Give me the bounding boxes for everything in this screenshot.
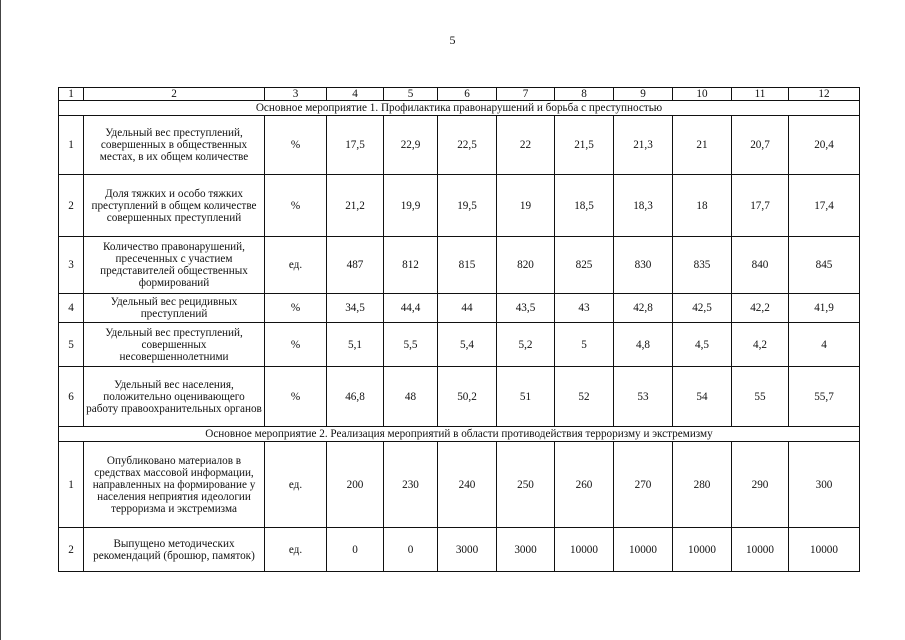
value-cell: 18 [673,175,732,237]
unit-cell: ед. [265,528,327,572]
value-cell: 21,2 [327,175,384,237]
value-cell: 812 [384,237,438,294]
table-row [59,442,860,528]
value-cell: 3000 [438,528,497,572]
value-cell: 44 [438,294,497,323]
section-title: Основное мероприятие 2. Реализация мероприятий в области противодействия терроризму и экстремизму [59,427,860,442]
header-cell: 5 [384,88,438,101]
value-cell: 5,5 [384,323,438,367]
value-cell: 300 [789,442,860,528]
value-cell: 200 [327,442,384,528]
value-cell: 835 [673,237,732,294]
indicator-name: Удельный вес преступлений, совершенных несовершеннолетними [84,323,265,367]
header-cell: 6 [438,88,497,101]
scan-edge-line [0,0,1,640]
table-row [59,237,860,294]
header-cell: 12 [789,88,860,101]
value-cell: 53 [614,367,673,427]
value-cell: 230 [384,442,438,528]
row-number: 1 [59,442,84,528]
value-cell: 270 [614,442,673,528]
value-cell: 44,4 [384,294,438,323]
indicator-name: Опубликовано материалов в средствах массовой информации, направленных на формирование у населения неприятия идеологии терроризма и экстремизма [84,442,265,528]
value-cell: 54 [673,367,732,427]
value-cell: 42,8 [614,294,673,323]
value-cell: 21,5 [555,116,614,175]
value-cell: 10000 [555,528,614,572]
table-row [59,116,860,175]
header-cell: 2 [84,88,265,101]
unit-cell: % [265,323,327,367]
value-cell: 825 [555,237,614,294]
value-cell: 43 [555,294,614,323]
value-cell: 42,5 [673,294,732,323]
row-number: 5 [59,323,84,367]
value-cell: 4,2 [732,323,789,367]
value-cell: 51 [497,367,555,427]
value-cell: 487 [327,237,384,294]
value-cell: 250 [497,442,555,528]
indicator-name: Количество правонарушений, пресеченных с участием представителей общественных формирований [84,237,265,294]
value-cell: 10000 [789,528,860,572]
value-cell: 840 [732,237,789,294]
unit-cell: % [265,367,327,427]
value-cell: 290 [732,442,789,528]
unit-cell: ед. [265,237,327,294]
value-cell: 17,5 [327,116,384,175]
table-row [59,294,860,323]
value-cell: 19 [497,175,555,237]
value-cell: 10000 [732,528,789,572]
section-title: Основное мероприятие 1. Профилактика правонарушений и борьба с преступностью [59,101,860,116]
value-cell: 845 [789,237,860,294]
value-cell: 3000 [497,528,555,572]
row-number: 4 [59,294,84,323]
value-cell: 260 [555,442,614,528]
value-cell: 43,5 [497,294,555,323]
value-cell: 19,5 [438,175,497,237]
value-cell: 19,9 [384,175,438,237]
header-cell: 10 [673,88,732,101]
row-number: 6 [59,367,84,427]
value-cell: 5,1 [327,323,384,367]
header-cell: 11 [732,88,789,101]
value-cell: 22,9 [384,116,438,175]
value-cell: 48 [384,367,438,427]
header-cell: 1 [59,88,84,101]
value-cell: 41,9 [789,294,860,323]
value-cell: 5,4 [438,323,497,367]
row-number: 3 [59,237,84,294]
section-row [59,101,860,116]
header-cell: 3 [265,88,327,101]
value-cell: 10000 [673,528,732,572]
value-cell: 4 [789,323,860,367]
value-cell: 240 [438,442,497,528]
value-cell: 820 [497,237,555,294]
value-cell: 815 [438,237,497,294]
value-cell: 52 [555,367,614,427]
unit-cell: ед. [265,442,327,528]
table-row [59,323,860,367]
unit-cell: % [265,116,327,175]
value-cell: 21,3 [614,116,673,175]
table-row [59,367,860,427]
value-cell: 10000 [614,528,673,572]
indicator-name: Выпущено методических рекомендаций (брошюр, памяток) [84,528,265,572]
value-cell: 18,3 [614,175,673,237]
row-number: 2 [59,528,84,572]
indicator-name: Удельный вес рецидивных преступлений [84,294,265,323]
section-row [59,427,860,442]
value-cell: 50,2 [438,367,497,427]
value-cell: 17,4 [789,175,860,237]
table-header-row [59,88,860,101]
header-cell: 8 [555,88,614,101]
row-number: 1 [59,116,84,175]
header-cell: 9 [614,88,673,101]
value-cell: 4,8 [614,323,673,367]
table-row [59,528,860,572]
unit-cell: % [265,175,327,237]
indicators-table [58,87,860,572]
value-cell: 22 [497,116,555,175]
unit-cell: % [265,294,327,323]
value-cell: 21 [673,116,732,175]
value-cell: 55 [732,367,789,427]
value-cell: 0 [327,528,384,572]
value-cell: 280 [673,442,732,528]
value-cell: 20,4 [789,116,860,175]
indicator-name: Удельный вес населения, положительно оценивающего работу правоохранительных органов [84,367,265,427]
indicator-name: Удельный вес преступлений, совершенных в общественных местах, в их общем количестве [84,116,265,175]
value-cell: 5 [555,323,614,367]
value-cell: 18,5 [555,175,614,237]
value-cell: 34,5 [327,294,384,323]
row-number: 2 [59,175,84,237]
value-cell: 42,2 [732,294,789,323]
page-number: 5 [449,33,456,47]
value-cell: 55,7 [789,367,860,427]
header-cell: 4 [327,88,384,101]
value-cell: 46,8 [327,367,384,427]
value-cell: 830 [614,237,673,294]
value-cell: 22,5 [438,116,497,175]
value-cell: 0 [384,528,438,572]
value-cell: 17,7 [732,175,789,237]
value-cell: 5,2 [497,323,555,367]
value-cell: 4,5 [673,323,732,367]
header-cell: 7 [497,88,555,101]
indicator-name: Доля тяжких и особо тяжких преступлений в общем количестве совершенных преступлений [84,175,265,237]
value-cell: 20,7 [732,116,789,175]
table-row [59,175,860,237]
